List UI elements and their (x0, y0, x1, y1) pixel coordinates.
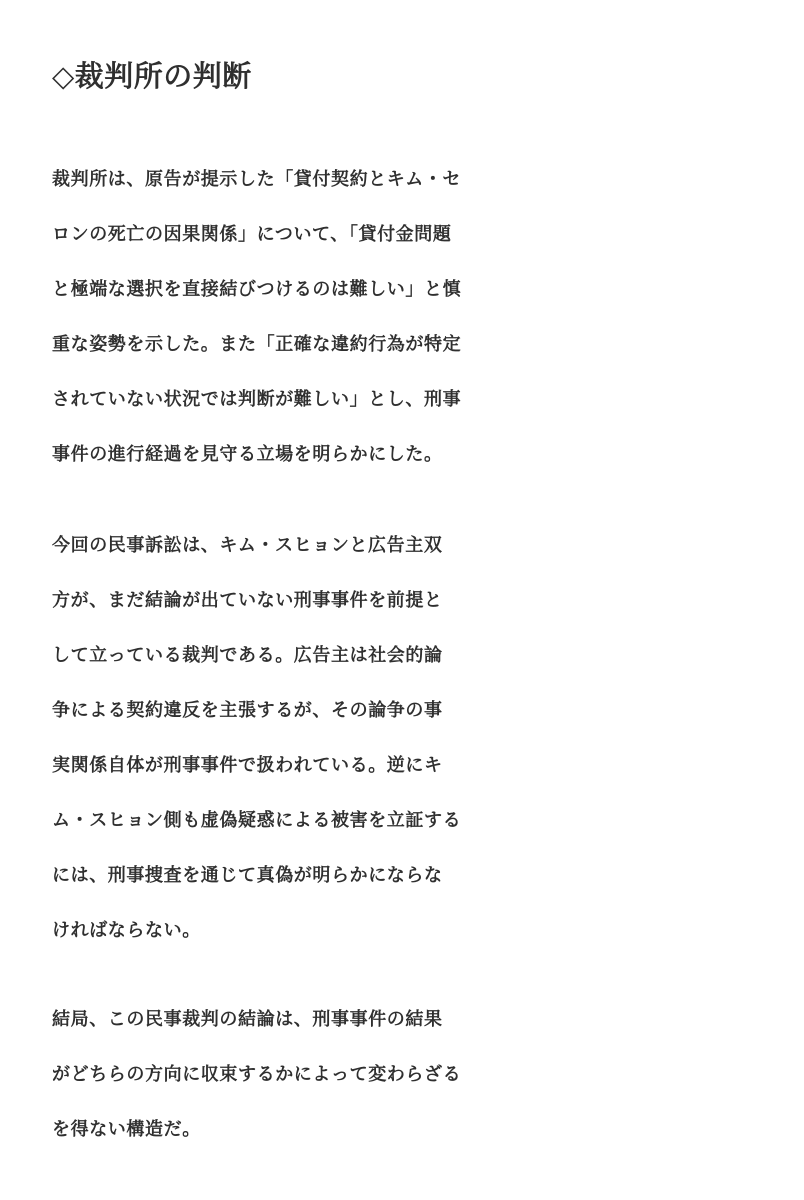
paragraph-3 (52, 992, 772, 1157)
paragraph-line: ければならない。 (52, 920, 201, 941)
paragraph-line: ム・スヒョン側も虚偽疑惑による被害を立証する (52, 810, 462, 831)
paragraph-2 (52, 518, 772, 958)
paragraph-line: には、刑事捜査を通じて真偽が明らかにならな (52, 865, 443, 886)
paragraph-line: されていない状況では判断が難しい」とし、刑事 (52, 389, 462, 410)
section-heading: ◇裁判所の判断 (52, 59, 252, 93)
paragraph-line: がどちらの方向に収束するかによって変わらざる (52, 1064, 462, 1085)
paragraph-line: と極端な選択を直接結びつけるのは難しい」と慎 (52, 279, 462, 300)
paragraph-line: を得ない構造だ。 (52, 1119, 201, 1140)
paragraph-1 (52, 152, 772, 482)
paragraph-line: 今回の民事訴訟は、キム・スヒョンと広告主双 (52, 535, 443, 556)
paragraph-line: 実関係自体が刑事事件で扱われている。逆にキ (52, 755, 443, 776)
paragraph-line: 争による契約違反を主張するが、その論争の事 (52, 700, 443, 721)
paragraph-line: 重な姿勢を示した。また「正確な違約行為が特定 (52, 334, 462, 355)
paragraph-line: 結局、この民事裁判の結論は、刑事事件の結果 (52, 1009, 443, 1030)
paragraph-line: 方が、まだ結論が出ていない刑事事件を前提と (52, 590, 443, 611)
paragraph-line: 事件の進行経過を見守る立場を明らかにした。 (52, 444, 443, 465)
paragraph-line: ロンの死亡の因果関係」について、「貸付金問題 (52, 224, 452, 245)
paragraph-line: して立っている裁判である。広告主は社会的論 (52, 645, 443, 666)
paragraph-line: 裁判所は、原告が提示した「貸付契約とキム・セ (52, 169, 462, 190)
